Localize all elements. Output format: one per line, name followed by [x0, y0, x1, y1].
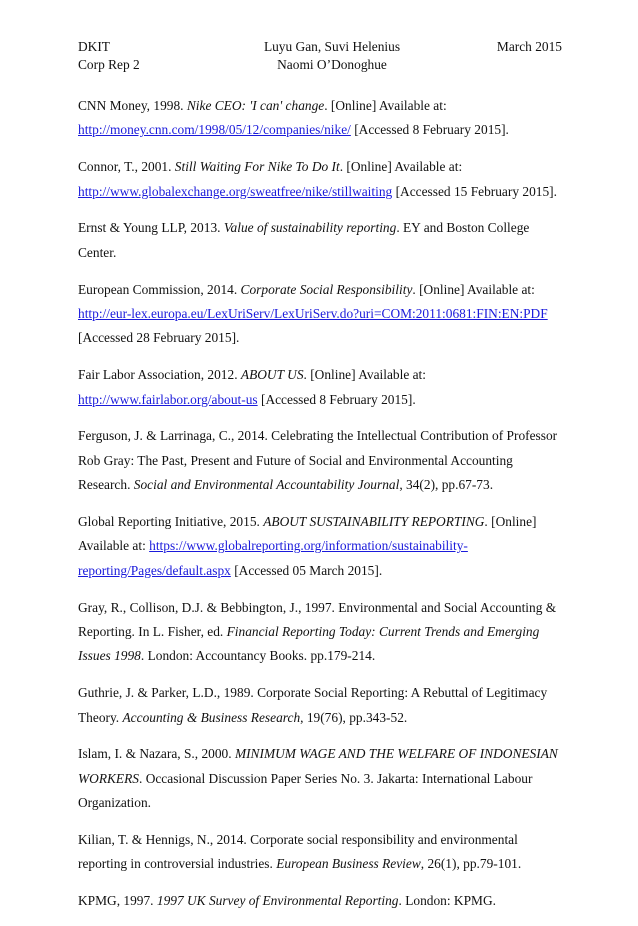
reference-title: Accounting & Business Research [122, 709, 301, 725]
page-header [78, 38, 562, 78]
reference-entry [78, 510, 564, 583]
reference-authors-text: Gray, R., Collison, D.J. & Bebbington, J., 1997. Environmental and Social Accounting & Reporting. In L. Fisher, ed. [78, 599, 557, 640]
reference-title: Corporate Social Responsibility [240, 281, 413, 297]
reference-details: , 19(76), pp.343-52. [300, 709, 408, 725]
reference-title: ABOUT SUSTAINABILITY REPORTING [263, 514, 485, 530]
reference-link[interactable]: http://www.globalexchange.org/sweatfree/nike/stillwaiting [78, 183, 393, 199]
reference-entry [78, 155, 564, 204]
reference-authors-text: Ferguson, J. & Larrinaga, C., 2014. Celebrating the Intellectual Contribution of Professor Rob Gray: The Past, Present and Future of Social and Environmental Accounting Research. [78, 428, 558, 493]
reference-title: MINIMUM WAGE AND THE WELFARE OF INDONESIAN WORKERS [78, 746, 558, 786]
reference-entry [78, 278, 564, 351]
reference-authors-text: Connor, T., 2001. [78, 159, 175, 175]
reference-authors-text: Guthrie, J. & Parker, L.D., 1989. Corporate Social Reporting: A Rebuttal of Legitimacy Theory. [78, 685, 548, 725]
reference-title: ABOUT US [240, 367, 304, 383]
reference-link[interactable]: http://money.cnn.com/1998/05/12/companies/nike/ [78, 122, 351, 138]
reference-entry [78, 889, 564, 913]
header-authors [257, 38, 407, 74]
header-authors-line1: Luyu Gan, Suvi Helenius [263, 39, 401, 54]
reference-accessed: [Accessed 15 February 2015]. [392, 183, 557, 199]
reference-authors-text: Islam, I. & Nazara, S., 2000. [78, 746, 235, 762]
reference-details: , 34(2), pp.67-73. [399, 477, 494, 493]
reference-authors-text: Fair Labor Association, 2012. [78, 367, 241, 383]
header-left [78, 38, 140, 74]
reference-authors-text: CNN Money, 1998. [78, 98, 187, 113]
reference-title: Nike CEO: 'I can' change [186, 98, 325, 113]
reference-details: . London: KPMG. [398, 893, 496, 909]
reference-entry [78, 424, 564, 497]
reference-accessed: [Accessed 05 March 2015]. [230, 562, 383, 578]
header-course: Corp Rep 2 [78, 57, 140, 72]
reference-authors-text: KPMG, 1997. [78, 893, 157, 909]
reference-entry [78, 94, 564, 143]
reference-details: . [Online] Available at: [324, 98, 447, 113]
reference-details: . EY and Boston College Center. [78, 220, 530, 260]
reference-details: . [Online] Available at: [78, 514, 537, 554]
header-authors-line2: Naomi O’Donoghue [277, 57, 387, 72]
reference-entry [78, 681, 564, 730]
header-institution: DKIT [78, 39, 110, 54]
reference-entry [78, 742, 564, 815]
reference-details: . London: Accountancy Books. pp.179-214. [140, 648, 376, 664]
reference-title: Still Waiting For Nike To Do It [174, 159, 340, 175]
reference-entry [78, 216, 564, 265]
reference-title: 1997 UK Survey of Environmental Reporting [156, 893, 399, 909]
reference-link[interactable]: https://www.globalreporting.org/information/sustainability-reporting/Pages/default.aspx [78, 538, 468, 578]
reference-authors-text: Ernst & Young LLP, 2013. [78, 220, 224, 236]
reference-details: . Occasional Discussion Paper Series No. 3. Jakarta: International Labour Organization. [78, 770, 533, 811]
reference-details: , 26(1), pp.79-101. [420, 856, 522, 872]
reference-accessed: [Accessed 8 February 2015]. [350, 122, 509, 138]
reference-title: European Business Review [276, 856, 421, 872]
reference-title: Social and Environmental Accountability Journal [133, 477, 400, 493]
header-date-text: March 2015 [496, 39, 562, 54]
reference-title: Value of sustainability reporting [223, 220, 397, 236]
reference-details: . [Online] Available at: [339, 159, 463, 175]
reference-accessed: [Accessed 28 February 2015]. [78, 330, 240, 346]
reference-authors-text: European Commission, 2014. [78, 281, 241, 297]
header-date [497, 38, 562, 56]
reference-title: Financial Reporting Today: Current Trends and Emerging Issues 1998 [78, 624, 540, 664]
reference-details: . [Online] Available at: [412, 281, 535, 297]
reference-list [78, 94, 564, 926]
reference-entry [78, 596, 564, 669]
reference-entry [78, 363, 564, 412]
reference-accessed: [Accessed 8 February 2015]. [257, 391, 416, 407]
reference-details: . [Online] Available at: [303, 367, 426, 383]
reference-link[interactable]: http://www.fairlabor.org/about-us [78, 391, 258, 407]
reference-authors-text: Kilian, T. & Hennigs, N., 2014. Corporate social responsibility and environmental reporting in controversial industries. [78, 832, 518, 872]
reference-entry [78, 828, 564, 877]
reference-link[interactable]: http://eur-lex.europa.eu/LexUriServ/LexUriServ.do?uri=COM:2011:0681:FIN:EN:PDF [78, 306, 548, 322]
reference-authors-text: Global Reporting Initiative, 2015. [78, 514, 264, 530]
